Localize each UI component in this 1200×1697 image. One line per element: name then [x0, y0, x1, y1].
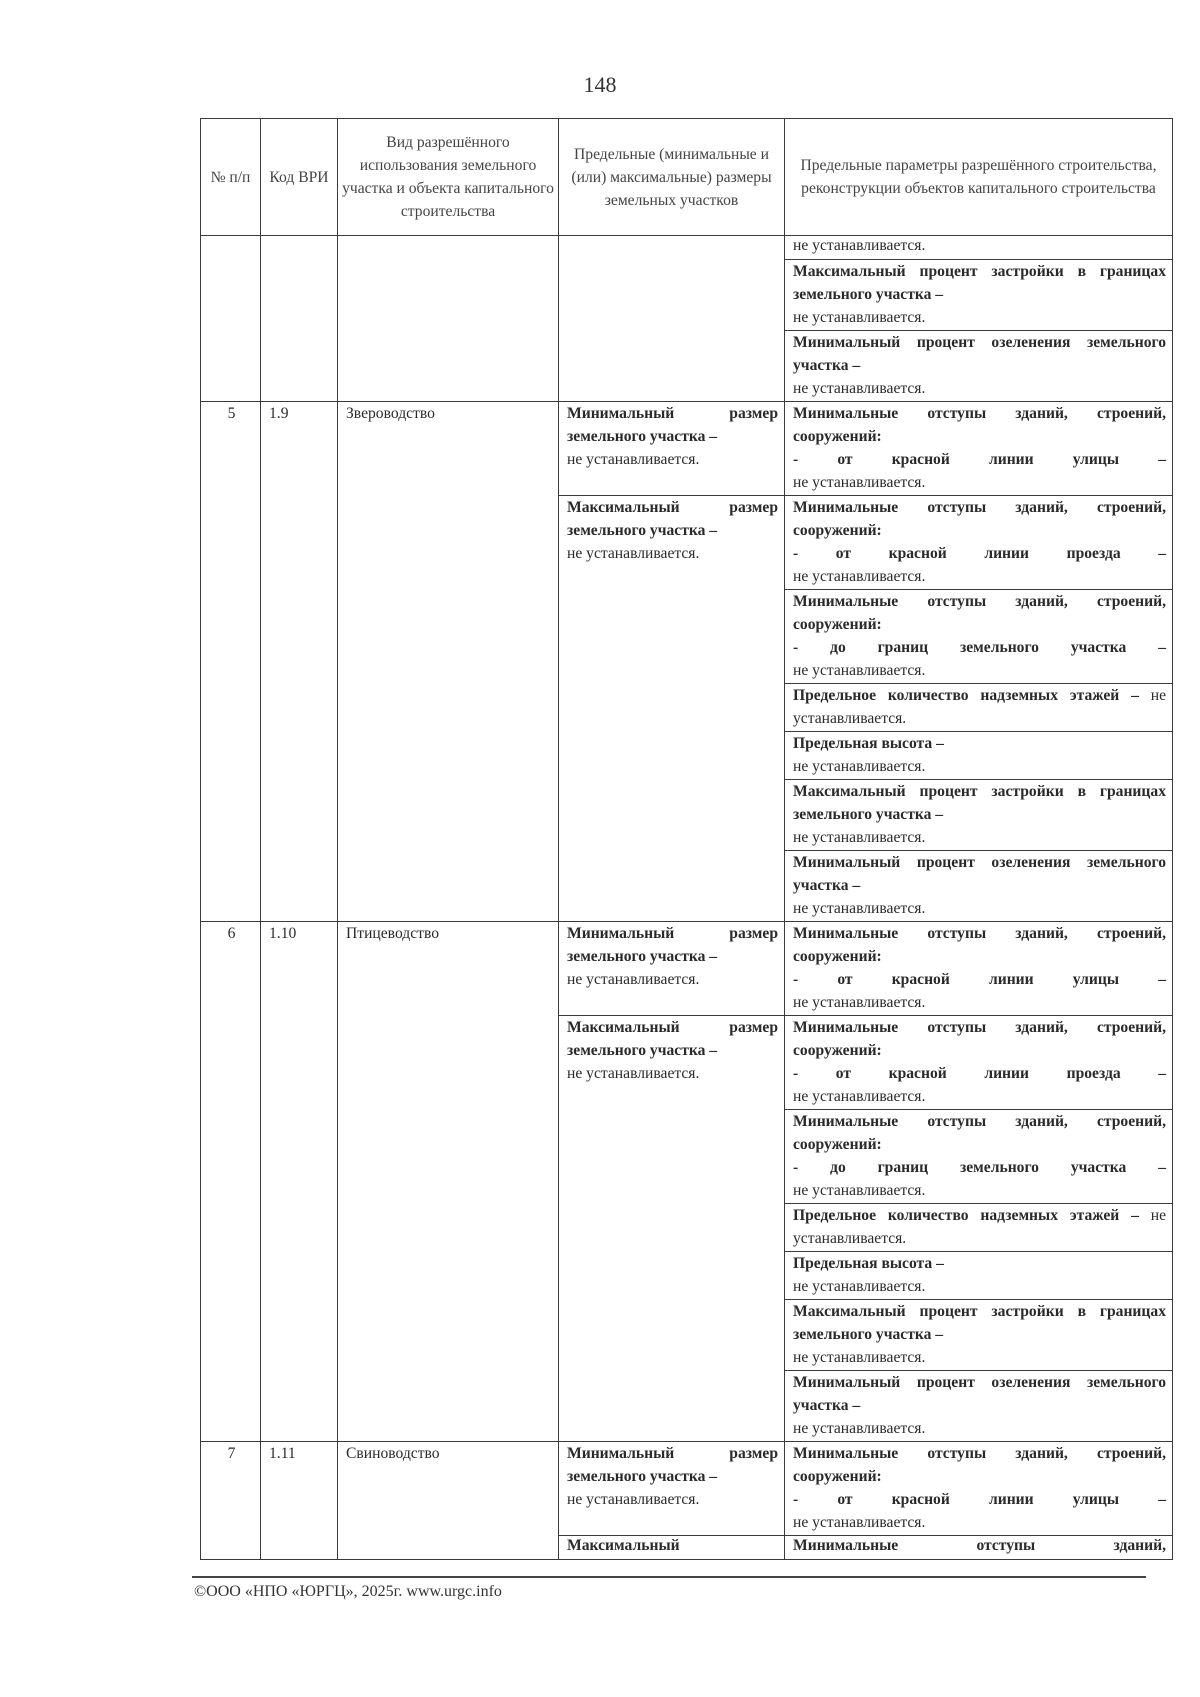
cont-use-cell — [338, 236, 559, 402]
green-value: не устанавливается. — [793, 900, 926, 917]
table-row — [201, 922, 1173, 1016]
setback-label: Минимальные отступы зданий, строений, сооружений: — [793, 1019, 1166, 1059]
setback-passage: - от красной линии проезда – — [793, 1065, 1166, 1082]
param-value: не устанавливается. — [793, 380, 926, 397]
row-use: Свиноводство — [338, 1442, 559, 1560]
min-size-value: не устанавливается. — [567, 971, 700, 988]
row-use: Птицеводство — [338, 922, 559, 1442]
param-cell — [785, 851, 1173, 922]
param-value: не устанавливается. — [793, 309, 926, 326]
param-label: Максимальный процент застройки в границах земельного участка – — [793, 263, 1166, 303]
coverage-label: Максимальный процент застройки в границах земельного участка – — [793, 1303, 1166, 1343]
header-params: Предельные параметры разрешённого строительства, реконструкции объектов капитального строительства — [785, 119, 1173, 236]
header-num: № п/п — [201, 119, 261, 236]
setback-label: Минимальные отступы зданий, строений, сооружений: — [793, 593, 1166, 633]
row-code: 1.10 — [261, 922, 338, 1442]
setback-boundary: - до границ земельного участка – — [793, 639, 1166, 656]
max-size-cell — [559, 1016, 785, 1442]
green-value: не устанавливается. — [793, 1420, 926, 1437]
setback-label: Минимальные отступы зданий, строений, сооружений: — [793, 1445, 1166, 1485]
max-size-value: не устанавливается. — [567, 545, 700, 562]
max-size-label: Максимальный размер земельного участка – — [567, 1019, 778, 1059]
setback-label: Минимальные отступы зданий, строений, сооружений: — [793, 405, 1166, 445]
coverage-value: не устанавливается. — [793, 1349, 926, 1366]
table-header-row — [201, 119, 1173, 236]
coverage-value: не устанавливается. — [793, 829, 926, 846]
green-label: Минимальный процент озеленения земельного участка – — [793, 1374, 1166, 1414]
coverage-label: Максимальный процент застройки в границах земельного участка – — [793, 783, 1166, 823]
table-row — [201, 1442, 1173, 1536]
row-code: 1.11 — [261, 1442, 338, 1560]
param-value: не устанавливается. — [793, 1514, 926, 1531]
setback-street: - от красной линии улицы – — [793, 971, 1166, 988]
param-cell — [785, 1300, 1173, 1371]
param-cell — [785, 236, 1173, 260]
max-size-cell — [559, 1536, 785, 1560]
param-cell — [785, 1442, 1173, 1536]
param-cell — [785, 684, 1173, 732]
param-value: не устанавливается. — [793, 1088, 926, 1105]
height-value: не устанавливается. — [793, 758, 926, 775]
param-cell — [785, 331, 1173, 402]
max-size-label: Максимальный — [567, 1537, 680, 1554]
param-cell — [785, 590, 1173, 684]
min-size-cell — [559, 402, 785, 496]
min-size-value: не устанавливается. — [567, 451, 700, 468]
row-number: 5 — [201, 402, 261, 922]
floors-value: не устанавливается. — [793, 1207, 1166, 1247]
min-size-cell — [559, 1442, 785, 1536]
min-size-label: Минимальный размер земельного участка – — [567, 405, 778, 445]
param-cell — [785, 1204, 1173, 1252]
setback-label: Минимальные отступы зданий, строений, сооружений: — [793, 925, 1166, 965]
max-size-cell — [559, 496, 785, 922]
floors-label: Предельное количество надземных этажей – — [793, 1207, 1139, 1224]
green-label: Минимальный процент озеленения земельного участка – — [793, 854, 1166, 894]
header-size: Предельные (минимальные и (или) максимальные) размеры земельных участков — [559, 119, 785, 236]
param-cell — [785, 260, 1173, 331]
param-cell — [785, 1371, 1173, 1442]
floors-value: не устанавливается. — [793, 687, 1166, 727]
min-size-value: не устанавливается. — [567, 1491, 700, 1508]
param-cell — [785, 496, 1173, 590]
setback-boundary: - до границ земельного участка – — [793, 1159, 1166, 1176]
min-size-label: Минимальный размер земельного участка – — [567, 925, 778, 965]
param-value: не устанавливается. — [793, 1182, 926, 1199]
max-size-value: не устанавливается. — [567, 1065, 700, 1082]
param-cell — [785, 780, 1173, 851]
table-row — [201, 236, 1173, 260]
height-label: Предельная высота – — [793, 1255, 944, 1272]
min-size-label: Минимальный размер земельного участка – — [567, 1445, 778, 1485]
max-size-label: Максимальный размер земельного участка – — [567, 499, 778, 539]
page-number: 148 — [583, 72, 617, 97]
setback-label: Минимальные отступы зданий, — [793, 1537, 1166, 1554]
param-cell — [785, 1110, 1173, 1204]
footer-divider — [192, 1576, 1146, 1578]
setback-street: - от красной линии улицы – — [793, 1491, 1166, 1508]
param-cell — [785, 922, 1173, 1016]
row-code: 1.9 — [261, 402, 338, 922]
row-number: 6 — [201, 922, 261, 1442]
param-cell — [785, 732, 1173, 780]
min-size-cell — [559, 922, 785, 1016]
param-value: не устанавливается. — [793, 237, 926, 254]
setback-label: Минимальные отступы зданий, строений, сооружений: — [793, 1113, 1166, 1153]
floors-label: Предельное количество надземных этажей – — [793, 687, 1139, 704]
param-cell — [785, 1252, 1173, 1300]
cont-num-cell — [201, 236, 261, 402]
row-number: 7 — [201, 1442, 261, 1560]
setback-passage: - от красной линии проезда – — [793, 545, 1166, 562]
header-code: Код ВРИ — [261, 119, 338, 236]
header-use: Вид разрешённого использования земельного участка и объекта капитального строительства — [338, 119, 559, 236]
param-label: Минимальный процент озеленения земельного участка – — [793, 334, 1166, 374]
param-cell — [785, 1536, 1173, 1560]
param-cell — [785, 402, 1173, 496]
cont-code-cell — [261, 236, 338, 402]
land-use-table — [200, 118, 1173, 1560]
footer-copyright: ©ООО «НПО «ЮРГЦ», 2025г. www.urgc.info — [194, 1583, 502, 1600]
height-label: Предельная высота – — [793, 735, 944, 752]
param-value: не устанавливается. — [793, 994, 926, 1011]
row-use: Звероводство — [338, 402, 559, 922]
setback-street: - от красной линии улицы – — [793, 451, 1166, 468]
setback-label: Минимальные отступы зданий, строений, сооружений: — [793, 499, 1166, 539]
param-value: не устанавливается. — [793, 474, 926, 491]
param-value: не устанавливается. — [793, 568, 926, 585]
param-value: не устанавливается. — [793, 662, 926, 679]
height-value: не устанавливается. — [793, 1278, 926, 1295]
cont-size-cell — [559, 236, 785, 402]
table-row — [201, 402, 1173, 496]
param-cell — [785, 1016, 1173, 1110]
